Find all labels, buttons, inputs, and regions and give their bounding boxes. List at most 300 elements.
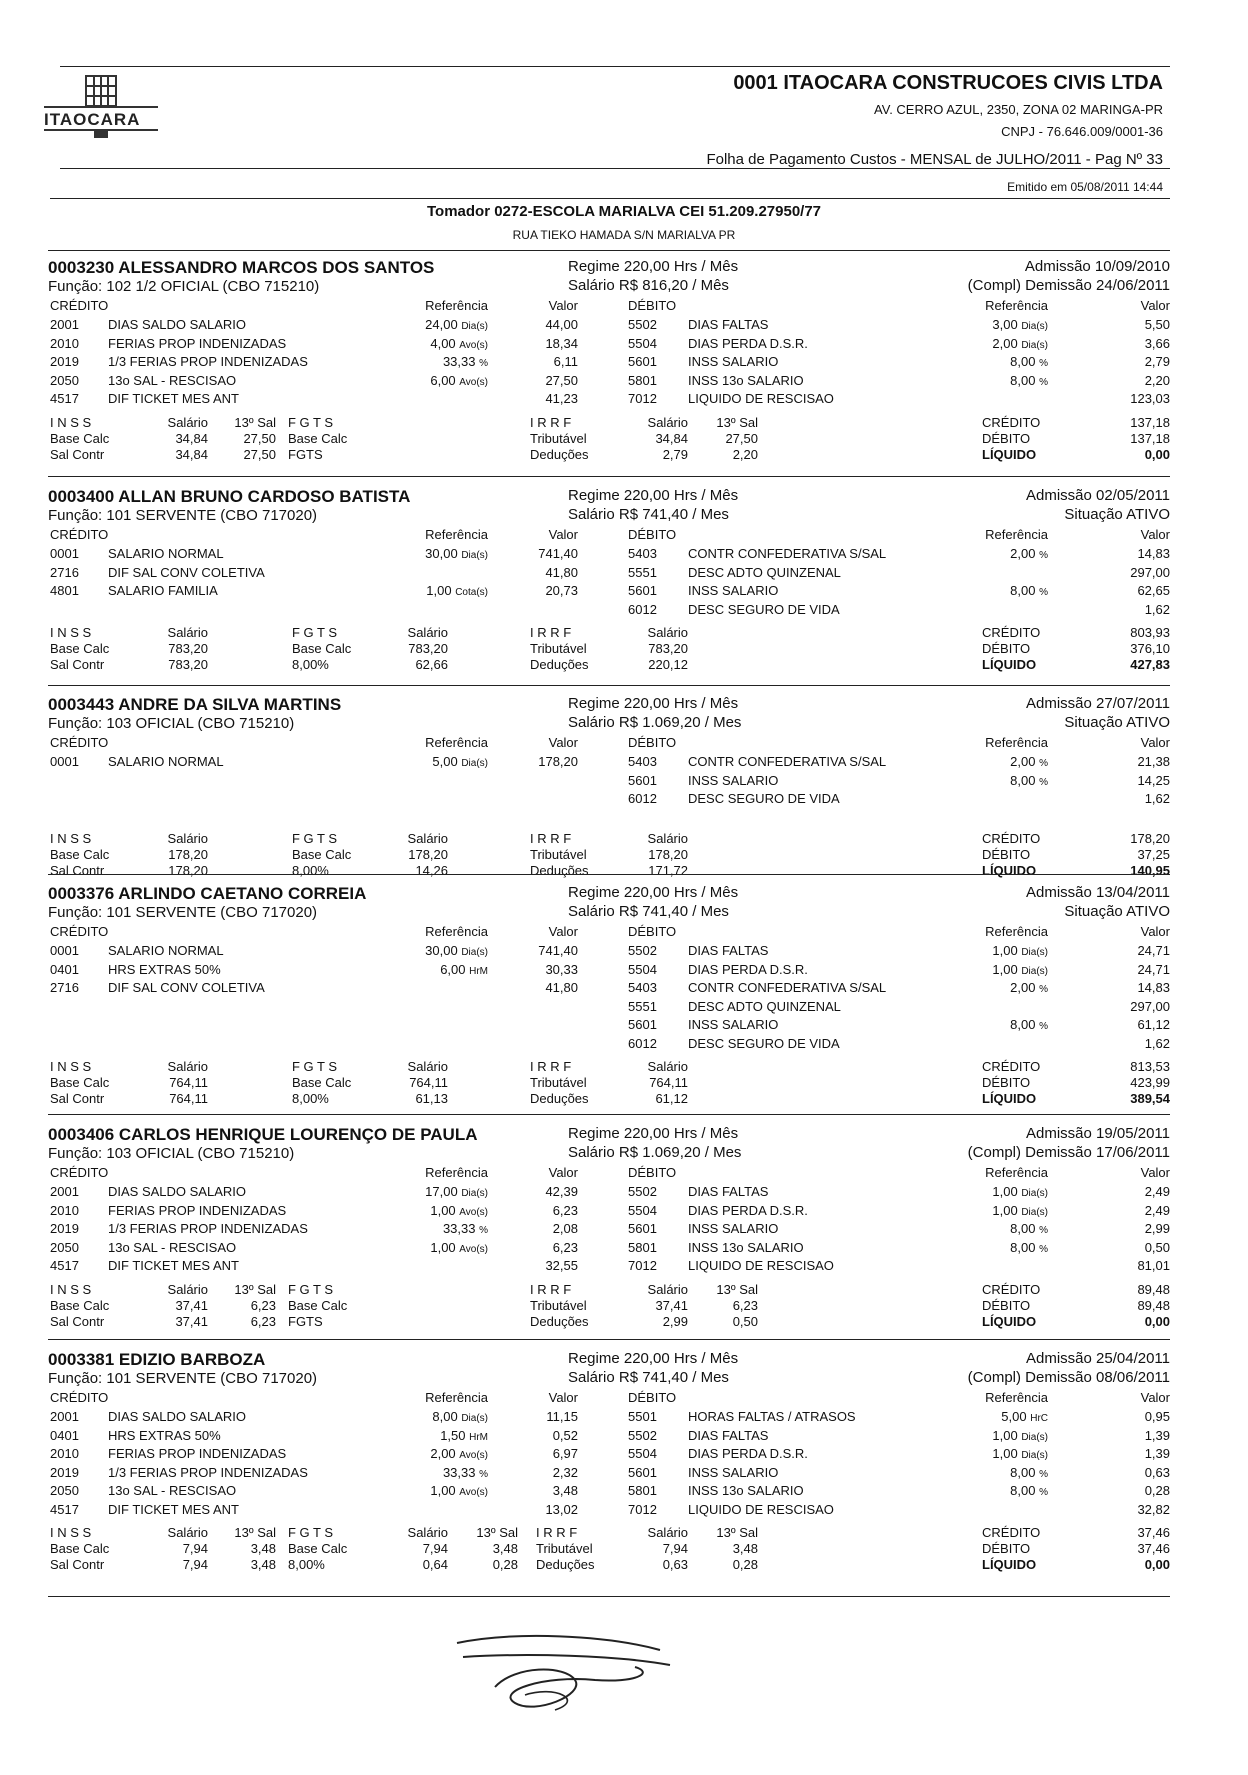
debit-ref-value: 8,00	[1010, 354, 1040, 369]
debit-ref-value: 1,00	[992, 1184, 1022, 1199]
debit-code: 5601	[628, 1221, 657, 1236]
debit-ref-value: 1,00	[992, 1202, 1022, 1218]
credit-ref-value: 24,00	[425, 317, 462, 332]
employee-function: Função: 103 OFICIAL (CBO 715210)	[48, 1145, 295, 1162]
debit-ref	[948, 979, 1048, 999]
credit-code: 0001	[50, 754, 79, 769]
credit-code: 2010	[50, 335, 79, 351]
debit-ref	[948, 1464, 1048, 1484]
employee-status: Situação ATIVO	[1064, 506, 1170, 523]
debit-value: 61,12	[1137, 1017, 1170, 1032]
irrf-trib-value: 34,84	[655, 430, 688, 446]
credit-ref-value: 17,00	[425, 1184, 462, 1199]
credit-ref-value: 33,33	[442, 1221, 480, 1236]
credit-ref-unit: Avo(s)	[459, 1487, 488, 1498]
debit-value-header: Valor	[1140, 1390, 1170, 1405]
employee-block	[48, 1350, 1170, 1600]
employee-salary: Salário R$ 816,20 / Mês	[568, 277, 729, 294]
irrf-label: I R R F	[530, 625, 572, 640]
debit-ref-unit: %	[1039, 984, 1048, 995]
inss-13-base: 6,23	[250, 1297, 276, 1313]
credit-code: 2001	[50, 1184, 79, 1199]
debit-value: 14,83	[1137, 546, 1170, 561]
credit-value: 11,15	[546, 1409, 578, 1424]
total-credit: 813,53	[1130, 1059, 1170, 1074]
credit-value: 18,34	[545, 335, 578, 351]
debit-desc: CONTR CONFEDERATIVA S/SAL	[688, 546, 887, 561]
debit-ref-header: Referência	[985, 527, 1048, 542]
inss-label: I N S S	[50, 1525, 92, 1540]
credit-value: 178,20	[538, 754, 578, 769]
credit-ref-unit: %	[479, 358, 488, 369]
debit-code: 5601	[628, 1017, 657, 1032]
debit-ref-unit: %	[1039, 1225, 1048, 1236]
fgts-salary-header: Salário	[407, 1525, 448, 1540]
irrf-salary-header: Salário	[647, 625, 688, 640]
fgts-value: 61,13	[415, 1091, 448, 1106]
debit-code: 5504	[628, 1446, 657, 1461]
fgts-value: 14,26	[415, 862, 448, 878]
inss-base-value: 764,11	[169, 1075, 208, 1090]
fgts-13-header: 13º Sal	[476, 1525, 518, 1540]
inss-base-label: Base Calc	[50, 1541, 110, 1556]
employee-regime: Regime 220,00 Hrs / Mês	[568, 884, 739, 901]
debit-desc: LIQUIDO DE RESCISAO	[688, 1258, 834, 1273]
debit-desc: LIQUIDO DE RESCISAO	[688, 391, 834, 406]
credit-desc: 13o SAL - RESCISAO	[108, 1239, 237, 1255]
debit-value: 24,71	[1137, 961, 1170, 977]
credit-ref	[368, 545, 488, 565]
inss-base-value: 37,41	[175, 1297, 208, 1313]
credit-ref	[368, 1427, 488, 1447]
total-credit: 178,20	[1130, 830, 1170, 846]
debit-desc: INSS SALARIO	[688, 583, 779, 598]
debit-value: 0,28	[1144, 1483, 1170, 1498]
debit-desc: INSS SALARIO	[688, 1464, 779, 1480]
credit-desc: 13o SAL - RESCISAO	[108, 372, 237, 388]
irrf-13-trib: 3,48	[732, 1541, 758, 1556]
credit-ref-value: 33,33	[442, 1464, 480, 1480]
debit-code: 7012	[628, 1501, 657, 1517]
debit-header: DÉBITO	[628, 298, 677, 313]
total-debit: 137,18	[1130, 430, 1170, 446]
debit-ref-unit: %	[1039, 1243, 1048, 1255]
inss-label: I N S S	[50, 625, 92, 640]
employee-block	[48, 1125, 1170, 1343]
debit-code: 6012	[628, 791, 657, 806]
credit-ref	[368, 1464, 488, 1484]
credit-desc: SALARIO NORMAL	[108, 754, 224, 769]
total-debit-label: DÉBITO	[982, 1297, 1031, 1313]
debit-header: DÉBITO	[628, 527, 677, 542]
total-credit: 89,48	[1137, 1281, 1170, 1297]
debit-ref-unit: Dia(s)	[1021, 947, 1048, 958]
credit-ref-value: 1,00	[430, 1483, 460, 1498]
irrf-salary-header: Salário	[647, 414, 688, 430]
total-credit-label: CRÉDITO	[982, 1281, 1041, 1297]
debit-desc: INSS 13o SALARIO	[688, 1239, 804, 1255]
emission-date: Emitido em 05/08/2011 14:44	[1007, 180, 1163, 194]
credit-ref	[368, 372, 488, 392]
debit-ref-value: 8,00	[1010, 583, 1040, 598]
irrf-trib-label: Tributável	[530, 1075, 587, 1090]
inss-contr-value: 34,84	[175, 446, 208, 462]
credit-ref	[368, 1239, 488, 1259]
credit-ref-value: 30,00	[425, 546, 462, 561]
debit-ref-unit: Dia(s)	[1021, 1206, 1048, 1218]
credit-code: 0001	[50, 943, 79, 958]
credit-header: CRÉDITO	[50, 527, 109, 542]
credit-ref	[368, 1408, 488, 1428]
credit-header: CRÉDITO	[50, 298, 109, 313]
debit-code: 5504	[628, 335, 657, 351]
fgts-base-label: Base Calc	[292, 846, 352, 862]
debit-desc: DIAS PERDA D.S.R.	[688, 1446, 808, 1461]
debit-ref-unit: %	[1039, 376, 1048, 388]
irrf-ded-label: Deduções	[536, 1557, 595, 1572]
fgts-pct: 8,00%	[288, 1557, 325, 1572]
debit-value: 21,38	[1137, 754, 1170, 769]
irrf-13-trib: 6,23	[732, 1297, 758, 1313]
debit-ref-unit: Dia(s)	[1021, 1450, 1048, 1461]
tomador-title: Tomador 0272-ESCOLA MARIALVA CEI 51.209.27950/77	[426, 203, 822, 220]
credit-value: 2,32	[552, 1464, 578, 1480]
credit-ref-value: 2,00	[430, 1446, 460, 1461]
total-debit-label: DÉBITO	[982, 1541, 1031, 1556]
inss-13-header: 13º Sal	[234, 414, 276, 430]
credit-ref	[368, 582, 488, 602]
fgts-word: FGTS	[288, 1313, 323, 1329]
inss-salary-header: Salário	[167, 1059, 208, 1074]
credit-ref-unit: Dia(s)	[461, 1188, 488, 1199]
fgts-base-value: 7,94	[422, 1541, 448, 1556]
report-title: Folha de Pagamento Custos - MENSAL de JULHO/2011 - Pag Nº 33	[706, 151, 1163, 168]
company-address: AV. CERRO AZUL, 2350, ZONA 02 MARINGA-PR	[874, 102, 1163, 117]
debit-ref	[948, 316, 1048, 336]
debit-ref	[948, 1239, 1048, 1259]
debit-code: 5601	[628, 772, 657, 788]
credit-ref-header: Referência	[425, 1165, 488, 1180]
fgts-pct: 8,00%	[292, 657, 329, 672]
total-credit-label: CRÉDITO	[982, 625, 1041, 640]
employee-name: 0003406 CARLOS HENRIQUE LOURENÇO DE PAULA	[48, 1125, 478, 1144]
inss-contr-label: Sal Contr	[50, 1557, 105, 1572]
inss-contr-label: Sal Contr	[50, 657, 105, 672]
employee-regime: Regime 220,00 Hrs / Mês	[568, 487, 739, 504]
credit-desc: DIAS SALDO SALARIO	[108, 317, 246, 332]
debit-ref	[948, 335, 1048, 355]
inss-base-label: Base Calc	[50, 1297, 110, 1313]
total-credit-label: CRÉDITO	[982, 1059, 1041, 1074]
debit-header: DÉBITO	[628, 924, 677, 939]
debit-code: 5502	[628, 1427, 657, 1443]
header-rule	[60, 168, 1170, 169]
total-debit-label: DÉBITO	[982, 641, 1031, 656]
debit-desc: DIAS PERDA D.S.R.	[688, 335, 808, 351]
company-name: 0001 ITAOCARA CONSTRUCOES CIVIS LTDA	[733, 72, 1163, 94]
inss-contr-label: Sal Contr	[50, 446, 105, 462]
credit-code: 2050	[50, 372, 79, 388]
credit-ref-value: 1,50	[440, 1427, 470, 1443]
inss-13-contr: 3,48	[250, 1557, 276, 1572]
credit-code: 2019	[50, 1464, 79, 1480]
inss-13-base: 27,50	[243, 430, 276, 446]
debit-code: 5403	[628, 754, 657, 769]
inss-13-header: 13º Sal	[234, 1281, 276, 1297]
inss-13-header: 13º Sal	[234, 1525, 276, 1540]
credit-ref-header: Referência	[425, 924, 488, 939]
credit-header: CRÉDITO	[50, 1390, 109, 1405]
irrf-ded-value: 61,12	[655, 1091, 688, 1106]
employee-function: Função: 101 SERVENTE (CBO 717020)	[48, 507, 318, 524]
debit-ref	[948, 1220, 1048, 1240]
net-value: 389,54	[1130, 1091, 1170, 1106]
inss-salary-header: Salário	[167, 1525, 208, 1540]
inss-salary-header: Salário	[167, 625, 208, 640]
debit-code: 5403	[628, 546, 657, 561]
debit-desc: DIAS FALTAS	[688, 1184, 769, 1199]
debit-value: 2,79	[1144, 354, 1170, 369]
net-label: LÍQUIDO	[982, 446, 1037, 462]
employee-block	[48, 695, 1170, 878]
debit-ref-unit: %	[1039, 1468, 1048, 1480]
inss-label: I N S S	[50, 1281, 92, 1297]
debit-ref-header: Referência	[985, 924, 1048, 939]
debit-ref-value: 2,00	[1010, 546, 1040, 561]
fgts-pct: 8,00%	[292, 1091, 329, 1106]
employee-name: 0003381 EDIZIO BARBOZA	[48, 1350, 266, 1369]
inss-contr-label: Sal Contr	[50, 1313, 105, 1329]
net-label: LÍQUIDO	[982, 1091, 1037, 1106]
credit-desc: DIF TICKET MES ANT	[108, 391, 239, 406]
credit-value: 741,40	[538, 943, 578, 958]
debit-value-header: Valor	[1140, 527, 1170, 542]
company-cnpj: CNPJ - 76.646.009/0001-36	[1001, 124, 1163, 139]
credit-value-header: Valor	[548, 924, 578, 939]
total-debit: 423,99	[1130, 1075, 1170, 1090]
irrf-trib-label: Tributável	[536, 1541, 593, 1556]
irrf-salary-header: Salário	[647, 1525, 688, 1540]
debit-desc: INSS SALARIO	[688, 354, 779, 369]
fgts-base-value: 764,11	[409, 1075, 448, 1090]
irrf-label: I R R F	[536, 1525, 578, 1540]
credit-desc: FERIAS PROP INDENIZADAS	[108, 1446, 287, 1461]
employee-function: Função: 103 OFICIAL (CBO 715210)	[48, 715, 295, 732]
debit-code: 5601	[628, 354, 657, 369]
inss-contr-value: 7,94	[182, 1557, 208, 1572]
irrf-label: I R R F	[530, 1281, 572, 1297]
credit-value: 741,40	[538, 546, 578, 561]
debit-ref-header: Referência	[985, 298, 1048, 313]
credit-ref	[368, 316, 488, 336]
irrf-trib-value: 7,94	[662, 1541, 688, 1556]
credit-ref-unit: Avo(s)	[459, 339, 488, 351]
credit-desc: DIF TICKET MES ANT	[108, 1501, 239, 1517]
debit-code: 5502	[628, 317, 657, 332]
employee-status: (Compl) Demissão 24/06/2011	[967, 277, 1170, 294]
debit-ref	[948, 1482, 1048, 1502]
debit-value: 62,65	[1137, 583, 1170, 598]
total-credit-label: CRÉDITO	[982, 830, 1041, 846]
employee-admission: Admissão 27/07/2011	[1026, 695, 1170, 712]
debit-ref-value: 2,00	[1010, 980, 1040, 995]
debit-value: 297,00	[1130, 998, 1170, 1014]
debit-ref-value: 5,00	[1001, 1409, 1031, 1424]
total-debit-label: DÉBITO	[982, 1075, 1031, 1090]
credit-ref	[368, 353, 488, 373]
employee-salary: Salário R$ 741,40 / Mes	[568, 506, 729, 523]
credit-value: 41,80	[545, 564, 578, 580]
debit-value: 14,83	[1137, 980, 1170, 995]
credit-header: CRÉDITO	[50, 924, 109, 939]
inss-contr-label: Sal Contr	[50, 862, 105, 878]
debit-code: 7012	[628, 1258, 657, 1273]
irrf-salary-header: Salário	[647, 1281, 688, 1297]
fgts-label: F G T S	[292, 625, 338, 640]
inss-contr-value: 783,20	[168, 657, 208, 672]
debit-code: 5504	[628, 961, 657, 977]
net-value: 140,95	[1130, 862, 1170, 878]
debit-code: 5801	[628, 1483, 657, 1498]
debit-value: 2,99	[1144, 1221, 1170, 1236]
irrf-13-ded: 0,50	[732, 1313, 758, 1329]
fgts-label: F G T S	[292, 1059, 338, 1074]
credit-value: 2,08	[552, 1221, 578, 1236]
net-label: LÍQUIDO	[982, 657, 1037, 672]
debit-ref-unit: %	[1039, 587, 1048, 598]
inss-label: I N S S	[50, 414, 92, 430]
inss-base-value: 7,94	[182, 1541, 208, 1556]
credit-desc: HRS EXTRAS 50%	[108, 961, 221, 977]
fgts-label: F G T S	[288, 414, 334, 430]
irrf-trib-label: Tributável	[530, 430, 587, 446]
irrf-ded-value: 220,12	[648, 657, 688, 672]
fgts-base-label: Base Calc	[288, 430, 348, 446]
debit-ref-value: 8,00	[1010, 1017, 1040, 1032]
debit-ref-value: 8,00	[1010, 372, 1040, 388]
total-debit: 37,46	[1137, 1541, 1170, 1556]
fgts-salary-header: Salário	[407, 625, 448, 640]
debit-code: 5601	[628, 583, 657, 598]
irrf-ded-label: Deduções	[530, 657, 589, 672]
fgts-value: 62,66	[415, 657, 448, 672]
inss-base-value: 178,20	[168, 846, 208, 862]
employee-salary: Salário R$ 741,40 / Mes	[568, 903, 729, 920]
debit-value: 32,82	[1137, 1501, 1170, 1517]
debit-value: 123,03	[1130, 391, 1170, 406]
employee-salary: Salário R$ 741,40 / Mes	[568, 1369, 729, 1386]
debit-ref	[948, 582, 1048, 602]
credit-ref	[368, 753, 488, 773]
credit-value: 6,23	[552, 1202, 578, 1218]
debit-ref-value: 8,00	[1010, 772, 1040, 788]
credit-ref-value: 8,00	[432, 1409, 462, 1424]
total-credit: 803,93	[1130, 625, 1170, 640]
fgts-base-label: Base Calc	[292, 641, 352, 656]
fgts-salary-header: Salário	[407, 830, 448, 846]
inss-contr-value: 764,11	[169, 1091, 208, 1106]
company-logo	[38, 72, 164, 142]
employee-name: 0003443 ANDRE DA SILVA MARTINS	[48, 695, 342, 714]
inss-base-label: Base Calc	[50, 846, 110, 862]
section-rule	[48, 250, 1170, 251]
debit-ref-unit: %	[1039, 358, 1048, 369]
employee-admission: Admissão 02/05/2011	[1026, 487, 1170, 504]
total-credit-label: CRÉDITO	[982, 414, 1041, 430]
credit-ref-value: 33,33	[442, 354, 480, 369]
inss-base-label: Base Calc	[50, 1075, 110, 1090]
employee-separator	[48, 1596, 1170, 1597]
credit-ref	[368, 1202, 488, 1222]
credit-ref-value: 1,00	[430, 1202, 460, 1218]
debit-desc: LIQUIDO DE RESCISAO	[688, 1501, 834, 1517]
credit-desc: 13o SAL - RESCISAO	[108, 1483, 237, 1498]
credit-code: 0401	[50, 1427, 79, 1443]
debit-value: 0,50	[1144, 1239, 1170, 1255]
credit-code: 0401	[50, 961, 79, 977]
irrf-salary-header: Salário	[647, 830, 688, 846]
employee-regime: Regime 220,00 Hrs / Mês	[568, 1350, 739, 1367]
debit-desc: INSS 13o SALARIO	[688, 372, 804, 388]
debit-code: 5502	[628, 1184, 657, 1199]
credit-value: 41,23	[545, 391, 578, 406]
irrf-13-ded: 2,20	[732, 446, 758, 462]
credit-desc: DIF TICKET MES ANT	[108, 1258, 239, 1273]
employee-admission: Admissão 25/04/2011	[1026, 1350, 1170, 1367]
credit-ref	[368, 1220, 488, 1240]
employee-status: (Compl) Demissão 08/06/2011	[967, 1369, 1170, 1386]
credit-ref-unit: %	[479, 1225, 488, 1236]
debit-ref	[948, 1016, 1048, 1036]
irrf-13-trib: 27,50	[725, 430, 758, 446]
debit-value: 3,66	[1144, 335, 1170, 351]
credit-ref-unit: Dia(s)	[461, 947, 488, 958]
credit-desc: SALARIO FAMILIA	[108, 583, 218, 598]
credit-ref-unit: Avo(s)	[459, 376, 488, 388]
debit-value: 297,00	[1130, 564, 1170, 580]
irrf-ded-label: Deduções	[530, 446, 589, 462]
credit-desc: SALARIO NORMAL	[108, 943, 224, 958]
debit-code: 5601	[628, 1464, 657, 1480]
credit-value: 3,48	[552, 1483, 578, 1498]
credit-ref	[368, 1445, 488, 1465]
irrf-ded-label: Deduções	[530, 1091, 589, 1106]
fgts-base-value: 783,20	[408, 641, 448, 656]
credit-code: 2716	[50, 564, 79, 580]
net-label: LÍQUIDO	[982, 1557, 1037, 1572]
inss-13-contr: 6,23	[250, 1313, 276, 1329]
credit-ref	[368, 961, 488, 981]
credit-desc: 1/3 FERIAS PROP INDENIZADAS	[108, 1221, 308, 1236]
irrf-ded-value: 171,72	[648, 862, 688, 878]
credit-code: 2010	[50, 1446, 79, 1461]
credit-desc: SALARIO NORMAL	[108, 546, 224, 561]
credit-value: 32,55	[545, 1258, 578, 1273]
employee-regime: Regime 220,00 Hrs / Mês	[568, 695, 739, 712]
employee-status: Situação ATIVO	[1064, 903, 1170, 920]
irrf-13-header: 13º Sal	[716, 1281, 758, 1297]
credit-value: 6,23	[552, 1239, 578, 1255]
debit-desc: DIAS FALTAS	[688, 943, 769, 958]
credit-ref-header: Referência	[425, 1390, 488, 1405]
debit-code: 5504	[628, 1202, 657, 1218]
debit-desc: DESC ADTO QUINZENAL	[688, 564, 841, 580]
net-label: LÍQUIDO	[982, 1313, 1037, 1329]
debit-value: 0,95	[1144, 1409, 1170, 1424]
irrf-13-ded: 0,28	[732, 1557, 758, 1572]
debit-ref	[948, 545, 1048, 565]
inss-base-value: 34,84	[175, 430, 208, 446]
